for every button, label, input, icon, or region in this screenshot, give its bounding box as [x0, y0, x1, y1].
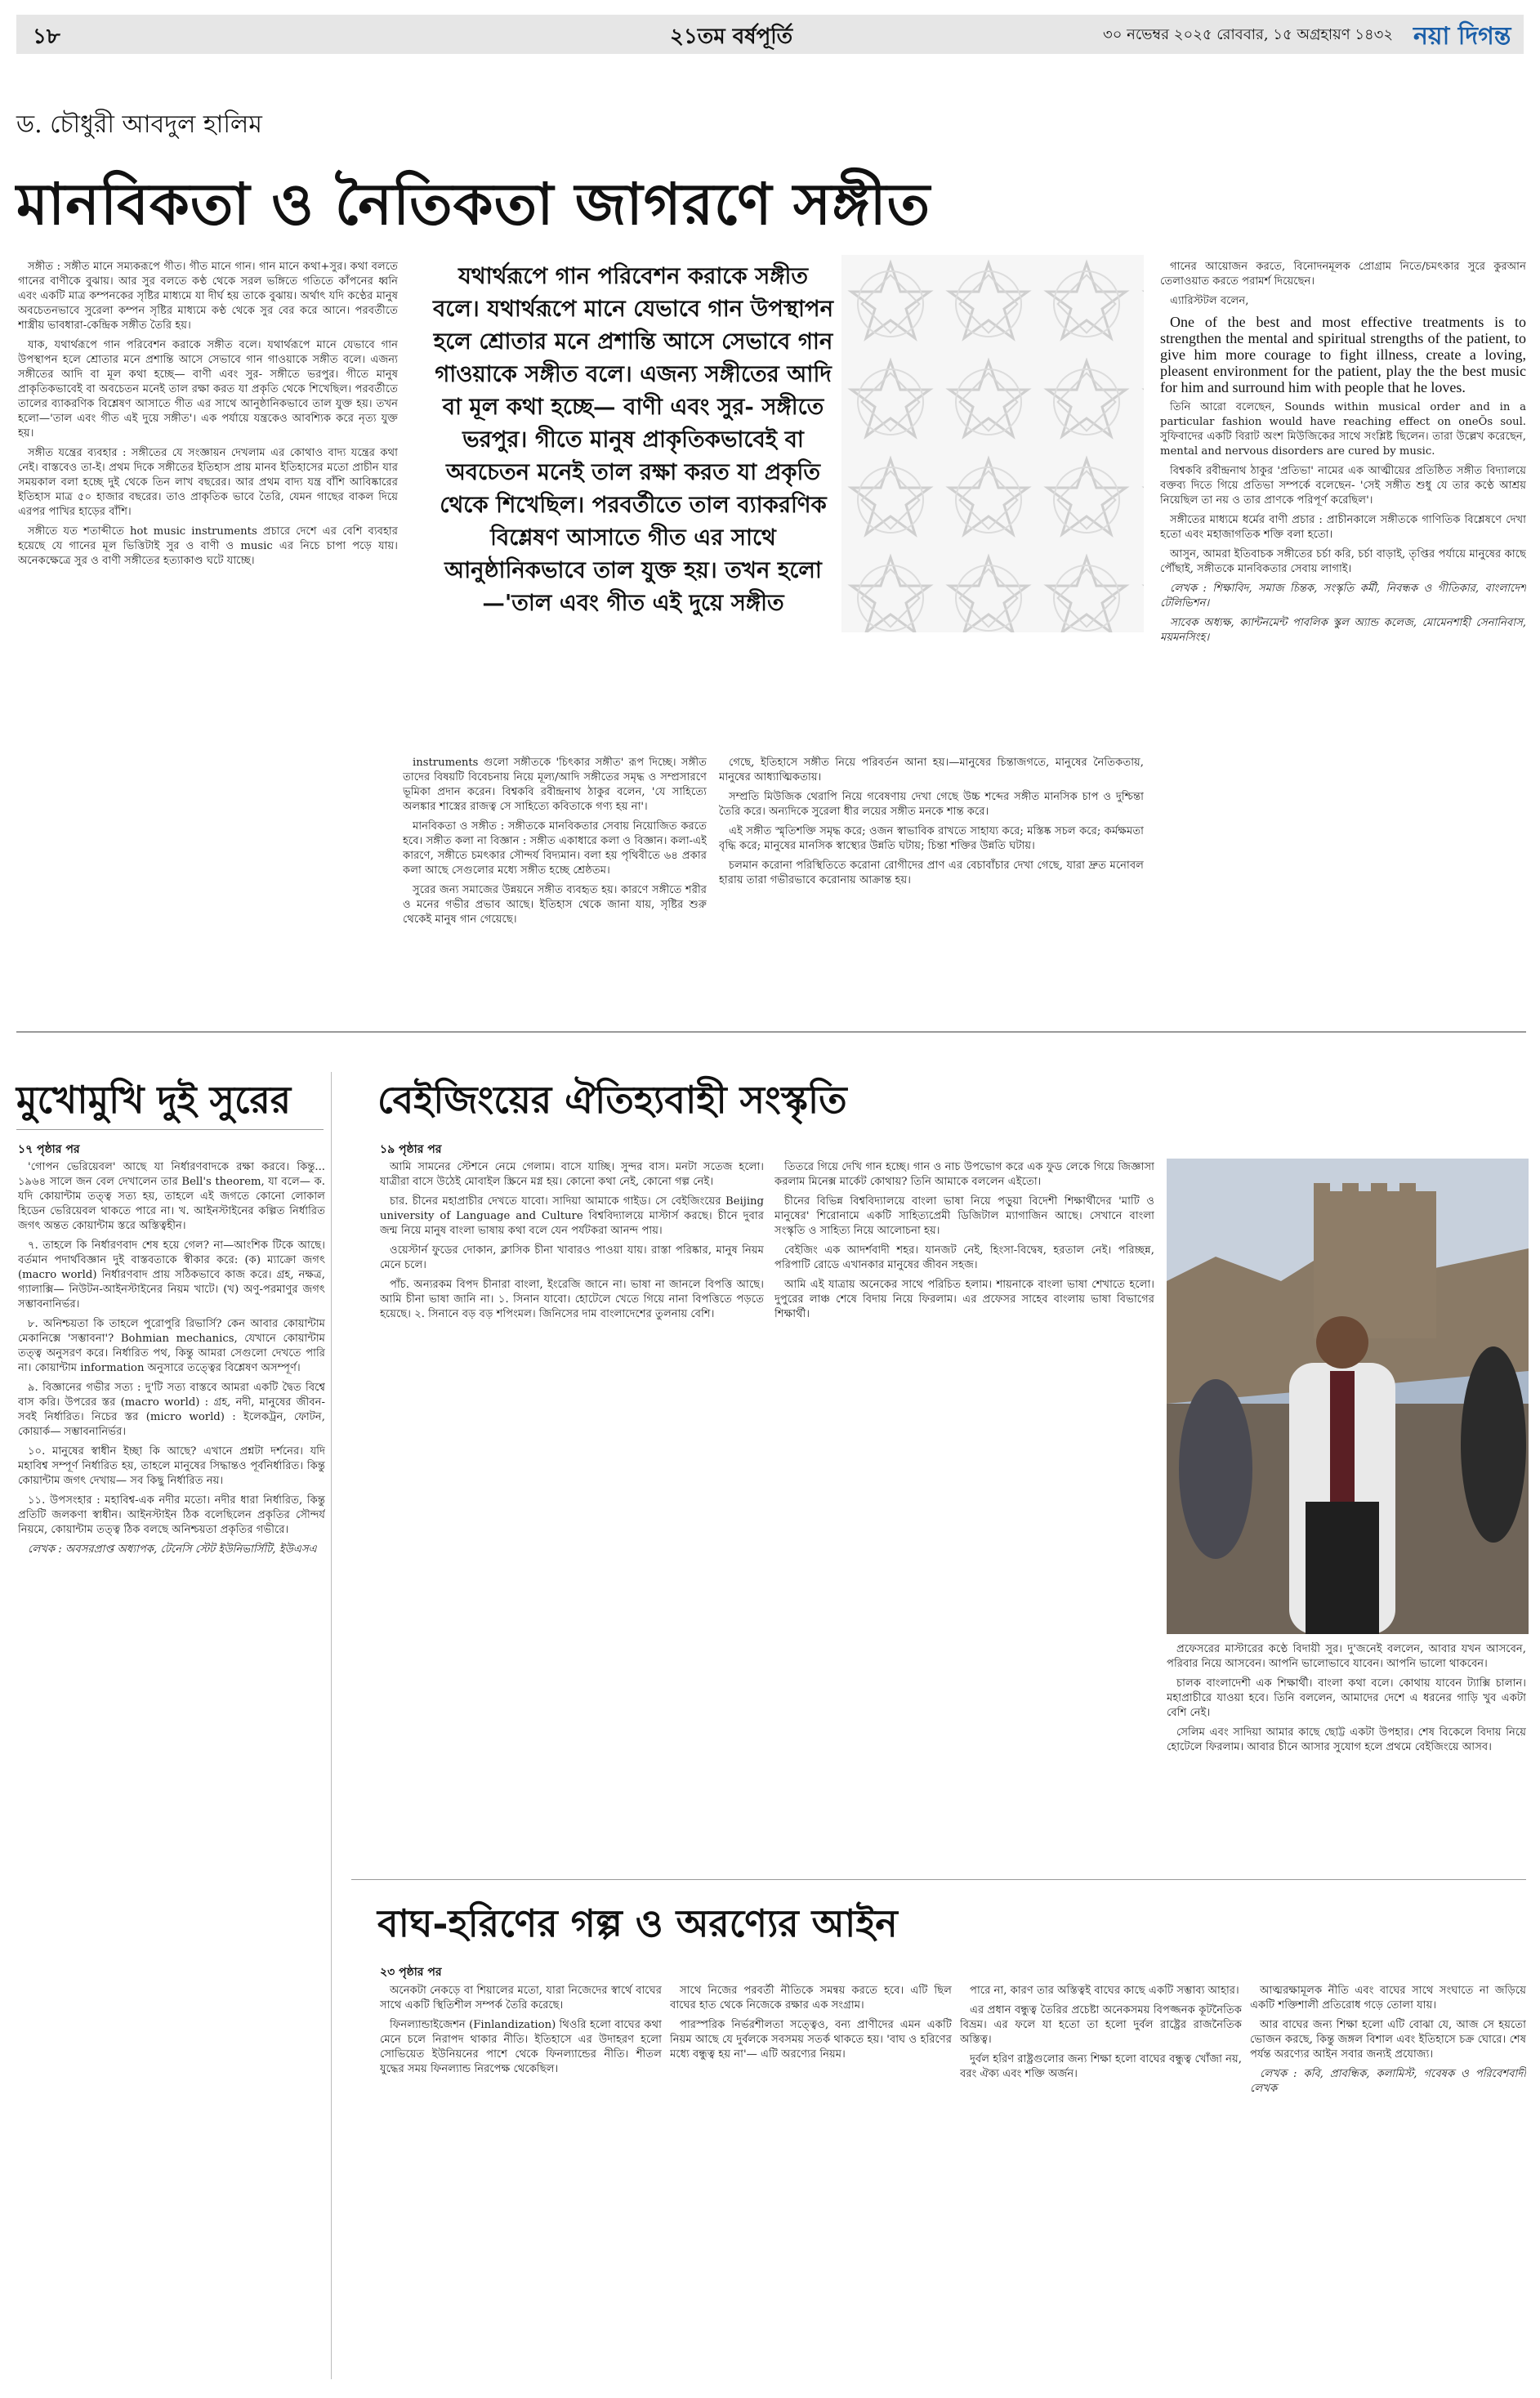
paragraph: সঙ্গীতে যত শতাব্দীতে hot music instruments প্রচারে দেশে এর বেশি ব্যবহার হয়েছে যে গানের মূল ভিত্তিটাই সুর ও বাণী ও music এর নিচে চাপা পড়ে যায়। অনেকক্ষেত্রে সুর ও বাণী সঙ্গীতের হত্যাকাণ্ড ঘটে যাচ্ছে।	[18, 525, 398, 567]
author-bio: লেখক : অবসরপ্রাপ্ত অধ্যাপক, টেনেসি স্টেট ইউনিভার্সিটি, ইউএসএ	[28, 1543, 317, 1556]
pull-quote: যথার্থরূপে গান পরিবেশন করাকে সঙ্গীত বলে। যথার্থরূপে মানে যেভাবে গান উপস্থাপন হলে শ্রোতার মনে প্রশান্তি আসে সেভাবে গান গাওয়াকে সঙ্গীত বলে। এজন্য সঙ্গীতের আদি বা মূল কথা হচ্ছে— বাণী এবং সুর- সঙ্গীতে ভরপুর। গীতে মানুষ প্রাকৃতিকভাবেই বা অবচেতন মনেই তাল রক্ষা করত যা প্রকৃতি থেকে শিখেছিল। পরবর্তীতে তাল ব্যাকরণিক বিশ্লেষণ আসাতে গীত এর সাথে আনুষ্ঠানিকভাবে তাল যুক্ত হয়। তখন হলো—'তাল এবং গীত এই দুয়ে সঙ্গীত	[433, 263, 834, 616]
paragraph: সম্প্রতি মিউজিক থেরাপি নিয়ে গবেষণায় দেখা গেছে উচ্চ শব্দের সঙ্গীত মানসিক চাপ ও দুশ্চিন্তা তৈরি করে। অন্যদিকে সুরেলা ধীর লয়ের সঙ্গীত মনকে শান্ত করে।	[719, 791, 1144, 818]
paragraph: আমি সামনের স্টেশনে নেমে গেলাম। বাসে যাচ্ছি। সুন্দর বাস। মনটা সতেজ হলো। যাত্রীরা বাসে উঠেই মোবাইল স্ক্রিনে মগ্ন হয়। কোনো কথা নেই, কোনো গল্প নেই।	[380, 1161, 764, 1188]
title-underline	[16, 1129, 324, 1130]
story4-column-3	[960, 1984, 1242, 2376]
issue-date: ৩০ নভেম্বর ২০২৫ রোববার, ১৫ অগ্রহায়ণ ১৪৩২	[1103, 26, 1394, 43]
paragraph: পাঁচ. অন্যরকম বিপদ চীনারা বাংলা, ইংরেজি জানে না। ভাষা না জানলে বিপত্তি আছে। আমি চীনা ভাষা জানি না। ১. সিনান যাবো। হোটেলে খেতে গিয়ে নানা বিপত্তিতে পড়তে হয়েছে। ২. সিনানে বড় বড় শপিংমল। জিনিসের দাম বাংলাদেশের তুলনায় বেশি।	[380, 1279, 764, 1320]
paragraph: ৯. বিজ্ঞানের গভীর সত্য : দু'টি সত্য বাস্তবে আমরা একটি দ্বৈত বিশ্বে বাস করি। উপরের স্তর (macro world) : গ্রহ, নদী, মানুষের জীবন-সবই নির্ধারিত। নিচের স্তর (micro world) : ইলেকট্রন, ফোটন, কোয়ার্ক— সম্ভাবনানির্ভর।	[18, 1382, 325, 1438]
main-column-3	[719, 756, 1144, 1025]
paragraph: বিশ্বকবি রবীন্দ্রনাথ ঠাকুর 'প্রতিভা' নামের এক আত্মীয়ের প্রতিষ্ঠিত সঙ্গীত বিদ্যালয়ে বক্তব্য দিতে গিয়ে প্রতিভা সম্পর্কে বলেছেন- 'সেই সঙ্গীত শুধু যে তার কণ্ঠে আশ্রয় নিয়েছিল তা নয় ও তার প্রাণকে পরিপূর্ণ করেছিল'।	[1160, 465, 1526, 507]
paragraph: চলমান করোনা পরিস্থিতিতে করোনা রোগীদের প্রাণ এর বেচাবাঁচার দেখা গেছে, যারা দ্রুত মনোবল হারায় তারা গভীরভাবে করোনায় আক্রান্ত হয়।	[719, 860, 1144, 886]
paragraph: 'গোপন ভেরিয়েবল' আছে যা নির্ধারণবাদকে রক্ষা করবে। কিন্তু... ১৯৬৪ সালে জন বেল দেখালেন তার Bell's theorem, যা বলে— ক. যদি কোয়ান্টাম তত্ত্ব সত্য হয়, তাহলে এই জগতে কোনো লোকাল হিডেন ভেরিয়েবল থাকতে পারে না। খ. আইনস্টাইনের কল্পিত নির্ধারিত জগৎ অন্তত কোয়ান্টাম স্তরে অস্তিত্বহীন।	[18, 1161, 325, 1232]
section-divider	[16, 1031, 1526, 1033]
continued-from-label: ১৯ পৃষ্ঠার পর	[380, 1143, 442, 1156]
continued-from-label: ১৭ পৃষ্ঠার পর	[18, 1143, 80, 1156]
paragraph: সাথে নিজের পরবর্তী নীতিকে সমন্বয় করতে হবে। এটি ছিল বাঘের হাত থেকে নিজেকে রক্ষার এক সংগ্রাম।	[670, 1985, 952, 2012]
column-divider	[331, 1072, 332, 2379]
paragraph: দুর্বল হরিণ রাষ্ট্রগুলোর জন্য শিক্ষা হলো বাঘের বন্ধুত্ব খোঁজা নয়, বরং ঐক্য এবং শক্তি অর্জন।	[960, 2053, 1242, 2080]
story4-column-4	[1250, 1984, 1526, 2376]
edition-label: ২১তম বর্ষপূর্তি	[670, 25, 793, 49]
story-title-beijing-culture: বেইজিংয়ের ঐতিহ্যবাহী সংস্কৃতি	[377, 1078, 847, 1122]
newspaper-logo: নয়া দিগন্ত	[1413, 22, 1511, 51]
story3-column-1	[380, 1160, 764, 1748]
author-bio-2: সাবেক অধ্যক্ষ, ক্যান্টনমেন্ট পাবলিক স্কুল অ্যান্ড কলেজ, মোমেনশাহী সেনানিবাস, ময়মনসিংহ।	[1160, 617, 1526, 644]
article-title: মানবিকতা ও নৈতিকতা জাগরণে সঙ্গীত	[16, 170, 931, 238]
paragraph: আর বাঘের জন্য শিক্ষা হলো এটি বোঝা যে, আজ সে হয়তো ভোজন করছে, কিন্তু জঙ্গল বিশাল এবং ইতিহাসে চক্র ঘোরে। শেষ পর্যন্ত অরণ্যের আইন সবার জন্যই প্রযোজ্য।	[1250, 2019, 1526, 2061]
paragraph: অনেকটা নেকড়ে বা শিয়ালের মতো, যারা নিজেদের স্বার্থে বাঘের সাথে একটি স্থিতিশীল সম্পর্ক তৈরি করেছে।	[380, 1985, 662, 2012]
english-quote: One of the best and most effective treatments is to strengthen the mental and spiritual strengths of the patient, to give him more courage to fight illness, create a loving, pleasent environment for the patient, play the the best music for him and surround him with people that he loves.	[1160, 314, 1526, 395]
paragraph: ১০. মানুষের স্বাধীন ইচ্ছা কি আছে? এখানে প্রশ্নটা দর্শনের। যদি মহাবিশ্ব সম্পূর্ণ নির্ধারিত হয়, তাহলে মানুষের সিদ্ধান্তও পূর্বনির্ধারিত। কিন্তু কোয়ান্টাম জগৎ দেখায়— সব কিছু নির্ধারিত নয়।	[18, 1445, 325, 1487]
section-divider	[351, 1879, 1526, 1880]
paragraph: এর প্রধান বন্ধুত্ব তৈরির প্রচেষ্টা অনেকসময় বিপজ্জনক কূটনৈতিক বিভ্রম। এর ফলে যা হতো তা হলো দুর্বল রাষ্ট্রের রাজনৈতিক অস্তিত্ব।	[960, 2004, 1242, 2046]
paragraph: সুরের জন্য সমাজের উন্নয়নে সঙ্গীত ব্যবহৃত হয়। কারণে সঙ্গীতে শরীর ও মনের গভীর প্রভাব আছে। ইতিহাস থেকে জানা যায়, সৃষ্টির শুরু থেকেই মানুষ গান গেয়েছে।	[403, 884, 707, 926]
paragraph: ফিনল্যান্ডাইজেশন (Finlandization) থিওরি হলো বাঘের কথা মেনে চলে নিরাপদ থাকার নীতি। ইতিহাসে এর উদাহরণ হলো সোভিয়েত ইউনিয়নের পাশে থেকে ফিনল্যান্ডের নীতি। শীতল যুদ্ধের সময় ফিনল্যান্ড নিরপেক্ষ থেকেছিল।	[380, 2019, 662, 2075]
paragraph: সেলিম এবং সাদিয়া আমার কাছে ছোট্ট একটা উপহার। শেষ বিকেলে বিদায় নিয়ে হোটেলে ফিরলাম। আবার চীনে আসার সুযোগ হলে প্রথমে বেইজিংয়ে আসব।	[1167, 1726, 1526, 1753]
paragraph: আমি এই যাত্রায় অনেকের সাথে পরিচিত হলাম। শায়নাকে বাংলা ভাষা শেখাতে হলো। দুপুরের লাঞ্চ শেষে বিদায় নিয়ে ফিরলাম। এর প্রফেসর সাহেব বাংলায় ভাষা বিভাগের শিক্ষার্থী।	[774, 1279, 1154, 1320]
paragraph: এই সঙ্গীত স্মৃতিশক্তি সমৃদ্ধ করে; ওজন স্বাভাবিক রাখতে সাহায্য করে; মস্তিষ্ক সচল করে; কর্মক্ষমতা বৃদ্ধি করে; মানুষের মানসিক স্বাস্থ্যের উন্নতি ঘটায়; চিন্তা শক্তির উন্নতি ঘটায়।	[719, 825, 1144, 852]
paragraph: আত্মরক্ষামূলক নীতি এবং বাঘের সাথে সংঘাতে না জড়িয়ে একটি শক্তিশালী প্রতিরোধ গড়ে তোলা যায়।	[1250, 1985, 1526, 2012]
paragraph: গানের আয়োজন করতে, বিনোদনমূলক প্রোগ্রাম নিতে/চমৎকার সুরে কুরআন তেলাওয়াত করতে পরামর্শ দিয়েছেন।	[1160, 261, 1526, 288]
story-title-two-tunes: মুখোমুখি দুই সুরের	[16, 1078, 292, 1122]
paragraph: ১১. উপসংহার : মহাবিশ্ব-এক নদীর মতো। নদীর ধারা নির্ধারিত, কিন্তু প্রতিটি জলকণা স্বাধীন। আইনস্টাইন ঠিক বলেছিলেন প্রকৃতির সৌন্দর্য নিয়মে, কোয়ান্টাম তত্ত্ব ঠিক বলছে অনিশ্চয়তা প্রকৃতির গভীরে।	[18, 1494, 325, 1536]
decorative-pattern-image	[841, 255, 1144, 632]
paragraph: ওয়েস্টার্ন ফুডের দোকান, ক্লাসিক চীনা খাবারও পাওয়া যায়। রাস্তা পরিষ্কার, মানুষ নিয়ম মেনে চলে।	[380, 1244, 764, 1271]
paragraph: চীনের বিভিন্ন বিশ্ববিদ্যালয়ে বাংলা ভাষা নিয়ে পড়ুয়া বিদেশী শিক্ষার্থীদের 'মাটি ও মানুষের' শিরোনামে একটি সাহিত্যপ্রেমী ডিজিটাল ম্যাগাজিন আছে। সেখানে বাংলা সংস্কৃতি ও সাহিত্য নিয়ে আলোচনা হয়।	[774, 1195, 1154, 1237]
continued-from-label: ২৩ পৃষ্ঠার পর	[380, 1966, 442, 1979]
paragraph: ৭. তাহলে কি নির্ধারণবাদ শেষ হয়ে গেল? না—আংশিক টিকে আছে। বর্তমান পদার্থবিজ্ঞান দুই বাস্তবতাকে স্বীকার করে: (ক) ম্যাক্রো জগৎ (macro world) নির্ধারণবাদ প্রায় সঠিকভাবে কাজ করে। গ্রহ, নক্ষত্র, গ্যালাক্সি— নিউটন-আইনস্টাইনের নিয়ম খাটে। (খ) অণু-পরমাণুর জগৎ সম্ভাবনানির্ভর।	[18, 1239, 325, 1311]
paragraph: সঙ্গীত : সঙ্গীত মানে সম্যকরূপে গীত। গীত মানে গান। গান মানে কথা+সুর। কথা বলতে গানের বাণীকে বুঝায়। আর সুর বলতে কণ্ঠ থেকে সরল ভঙ্গিতে গতিতে কাঁপনের ধ্বনি এবং একটি মাত্র কম্পনকের সৃষ্টির মাধ্যমে যা দীর্ঘ হয় তাকে বুঝায়। অর্থাৎ যদি কণ্ঠের মানুষ অবচেতনভাবে সুরেলা কম্পন সৃষ্টির মাধ্যমে কণ্ঠ থেকে সুর বের করে আনে। পরবর্তীতে শাস্ত্রীয় ভাবধারা-কেন্দ্রিক সঙ্গীত তৈরি হয়।	[18, 261, 398, 332]
paragraph: এ্যারিস্টটল বলেন,	[1170, 295, 1249, 307]
main-column-2	[403, 756, 707, 1025]
story2-column	[18, 1160, 325, 2378]
paragraph: ৮. অনিশ্চয়তা কি তাহলে পুরোপুরি রিভার্সি? কেন আবার কোয়ান্টাম মেকানিক্সে 'সম্ভাবনা'? Bohmian mechanics, যেখানে কোয়ান্টাম তত্ত্ব অনুসরণ করে। নির্ধারিত পথ, কিন্তু আমরা সেগুলো দেখতে পারি না। কোয়ান্টাম information অনুসারে তত্ত্বের বিশ্লেষণ অসম্পূর্ণ।	[18, 1318, 325, 1374]
paragraph: প্রফেসরের মাস্টারের কণ্ঠে বিদায়ী সুর। দু'জনেই বললেন, আবার যখন আসবেন, পরিবার নিয়ে আসবেন। আপনি ভালোভাবে যাবেন। আপনি ভালো থাকবেন।	[1167, 1643, 1526, 1670]
paragraph: গেছে, ইতিহাসে সঙ্গীত নিয়ে পরিবর্তন আনা হয়।—মানুষের চিন্তাজগতে, মানুষের নৈতিকতায়, মানুষের আধ্যাত্মিকতায়।	[719, 757, 1144, 784]
story3-column-2	[774, 1160, 1154, 1748]
story4-column-2	[670, 1984, 952, 2376]
story-title-tiger-deer: বাঘ-হরিণের গল্প ও অরণ্যের আইন	[377, 1901, 898, 1945]
paragraph: instruments গুলো সঙ্গীতকে 'চিৎকার সঙ্গীত' রূপ দিচ্ছে। সঙ্গীত তাদের বিষয়টি বিবেচনায় নিয়ে মূল্য/আদি সঙ্গীতের সমৃদ্ধ ও সম্প্রসারণে ভূমিকা প্রদান করেন। বিশ্বকবি রবীন্দ্রনাথ ঠাকুর বলেন, 'যে সাহিত্যে অলঙ্কার শাস্ত্রের রাজত্ব সে সাহিত্যে কবিতাকে গণ্য হয় না'।	[403, 757, 707, 813]
photo-illustration	[1167, 1159, 1529, 1634]
paragraph: পারে না, কারণ তার অস্তিত্বই বাঘের কাছে একটি সম্ভাব্য আহার।	[970, 1985, 1239, 1997]
geometric-pattern-icon	[841, 255, 1144, 632]
paragraph: আসুন, আমরা ইতিবাচক সঙ্গীতের চর্চা করি, চর্চা বাড়াই, তৃপ্তির পর্যায়ে মানুষের কাছে পৌঁছাই, সঙ্গীতকে মানবিকতার সেবায় লাগাই।	[1160, 548, 1526, 575]
main-column-4	[1160, 260, 1526, 1028]
paragraph: চালক বাংলাদেশী এক শিক্ষার্থী। বাংলা কথা বলে। কোথায় যাবেন ট্যাক্সি চালান। মহাপ্রাচীরে যাওয়া হবে। তিনি বললেন, আমাদের দেশে এ ধরনের গাড়ি খুব একটা বেশি নেই।	[1167, 1677, 1526, 1719]
story4-column-1	[380, 1984, 662, 2376]
main-column-1	[18, 260, 398, 1020]
paragraph: পারস্পরিক নির্ভরশীলতা সত্ত্বেও, বন্য প্রাণীদের এমন একটি নিয়ম আছে যে দুর্বলকে সবসময় সতর্ক থাকতে হয়। 'বাঘ ও হরিণের মধ্যে বন্ধুত্ব হয় না'— এটি অরণ্যের নিয়ম।	[670, 2019, 952, 2061]
paragraph: সঙ্গীতের মাধ্যমে ধর্মের বাণী প্রচার : প্রাচীনকালে সঙ্গীতকে গাণিতিক বিশ্লেষণে দেখা হতো এবং মহাজাগতিক শক্তি বলা হতো।	[1160, 514, 1526, 541]
paragraph: সঙ্গীত যন্ত্রের ব্যবহার : সঙ্গীতের যে সংজ্ঞায়ন দেখলাম এর কোথাও বাদ্য যন্ত্রের কথা নেই। বাস্তবেও তা-ই। প্রথম দিকে সঙ্গীতের ইতিহাস প্রায় মানব ইতিহাসের মতো প্রাচীন যার সময়কাল বলা হচ্ছে দুই থেকে তিন লাখ বছরের। আর প্রথম বাদ্য যন্ত্র বাঁশি আবিষ্কারের ইতিহাস মাত্র ৫০ হাজার বছরের। তাও প্রাকৃতিক ভাবে তৈরি, যেমন গাছের বাকল দিয়ে এরপর পাখির হাড়ের বাঁশি।	[18, 447, 398, 518]
author-bio: লেখক : শিক্ষাবিদ, সমাজ চিন্তক, সংস্কৃতি কর্মী, নিবন্ধক ও গীতিকার, বাংলাদেশ টেলিভিশন।	[1160, 583, 1526, 610]
paragraph: যাক, যথার্থরূপে গান পরিবেশন করাকে সঙ্গীত বলে। যথার্থরূপে মানে যেভাবে গান উপস্থাপন হলে শ্রোতার মনে প্রশান্তি আসে সেভাবে গান গাওয়াকে সঙ্গীত বলে। এজন্য সঙ্গীতের আদি বা মূল কথা হচ্ছে— বাণী এবং সুর- সঙ্গীতে ভরপুর। গীতে মানুষ প্রাকৃতিকভাবেই বা অবচেতন মনেই তাল রক্ষা করত যা প্রকৃতি থেকে শিখেছিল। পরবর্তীতে তালের ব্যাকরণিক বিশ্লেষণ আসাতে গীত এর সাথে আনুষ্ঠানিকভাবে তাল যুক্ত হয়। তখন হলো—'তাল এবং গীত এই দুয়ে সঙ্গীত'। এক পর্যায়ে যন্ত্রকেও আবশ্যিক করে নৃত্য যুক্ত হয়।	[18, 339, 398, 440]
page-number: ১৮	[33, 25, 60, 49]
article-author: ড. চৌধুরী আবদুল হালিম	[16, 110, 262, 139]
author-bio: লেখক : কবি, প্রাবন্ধিক, কলামিস্ট, গবেষক ও পরিবেশবাদী লেখক	[1250, 2068, 1526, 2095]
paragraph: তিনি আরো বলেছেন, Sounds within musical order and in a particular fashion would have reaching effect on oneÕs soul. সুফিবাদের একটি বিরাট অংশ মিউজিকের সাথে সংশ্লিষ্ট ছিলেন। তারা উল্লেখ করেছেন, mental and nervous disorders are cured by music.	[1160, 401, 1526, 458]
paragraph: চার. চীনের মহাপ্রাচীর দেখতে যাবো। সাদিয়া আমাকে গাইড। সে বেইজিংয়ের Beijing university of Language and Culture বিশ্ববিদ্যালয়ে মাস্টার্স করছে। চীনে দুবার জন্ম নিয়ে মানুষ বাংলা ভাষায় কথা বলে যেন পর্যটকরা আনন্দ পায়।	[380, 1195, 764, 1237]
paragraph: তিতরে গিয়ে দেখি গান হচ্ছে। গান ও নাচ উপভোগ করে এক ফুড লেকে গিয়ে জিজ্ঞাসা করলাম মিনেক্স মার্কেট কোথায়? তিনি আমাকে বললেন এইতো।	[774, 1161, 1154, 1188]
story3-column-3	[1167, 1642, 1526, 1847]
great-wall-photo	[1167, 1159, 1529, 1634]
paragraph: মানবিকতা ও সঙ্গীত : সঙ্গীতকে মানবিকতার সেবায় নিয়োজিত করতে হবে। সঙ্গীত কলা না বিজ্ঞান : সঙ্গীত একাধারে কলা ও বিজ্ঞান। কলা-এই কারণে, সঙ্গীতে চমৎকার সৌন্দর্য বিদ্যমান। বলা হয় পৃথিবীতে ৬৪ প্রকার কলা আছে সেগুলোর মধ্যে সঙ্গীত হচ্ছে শ্রেষ্ঠতম।	[403, 820, 707, 877]
paragraph: বেইজিং এক আদর্শবাদী শহর। যানজট নেই, হিংসা-বিদ্বেষ, হরতাল নেই। পরিচ্ছন্ন, পরিপাটি রোডে এখানকার মানুষের জীবন সহজ।	[774, 1244, 1154, 1271]
